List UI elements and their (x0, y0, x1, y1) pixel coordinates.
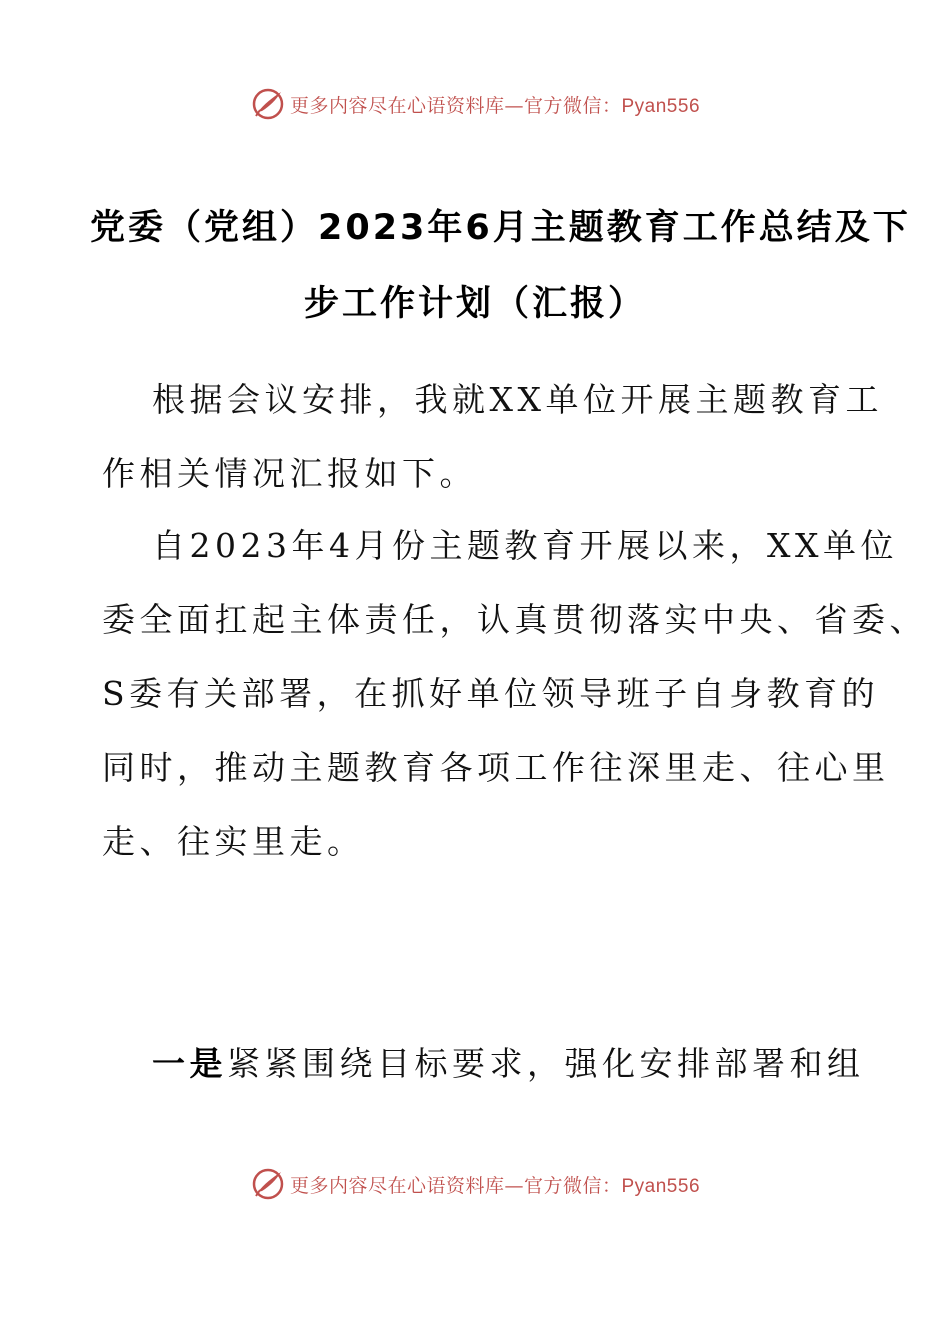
paragraph-line: 作相关情况汇报如下。 (102, 454, 477, 493)
document-title-line-1: 党委（党组）2023年6月主题教育工作总结及下 (90, 208, 911, 248)
header-watermark-banner (0, 82, 950, 126)
red-quill-circle-logo-icon (250, 86, 286, 122)
paragraph-line: 根据会议安排，我就XX单位开展主题教育工 (152, 380, 883, 419)
paragraph-line: S委有关部署，在抓好单位领导班子自身教育的 (102, 674, 880, 713)
red-quill-circle-logo-icon (250, 1166, 286, 1202)
banner-text: 更多内容尽在心语资料库—官方微信：Pyan556 (289, 94, 701, 117)
wechat-id: Pyan556 (621, 1175, 701, 1197)
document-title-line-2: 步工作计划（汇报） (303, 284, 646, 324)
paragraph-line: 同时，推动主题教育各项工作往深里走、往心里 (102, 748, 890, 787)
point-lead: 一是 (152, 1044, 227, 1083)
wechat-id: Pyan556 (621, 95, 701, 117)
paragraph-line: 走、往实里走。 (102, 822, 365, 861)
paragraph-line: 自2023年4月份主题教育开展以来，XX单位 (152, 526, 898, 565)
paragraph-line (152, 1038, 865, 1085)
paragraph-line: 委全面扛起主体责任，认真贯彻落实中央、省委、 (102, 600, 927, 639)
footer-watermark-banner (0, 1162, 950, 1206)
point-text: 紧紧围绕目标要求，强化安排部署和组 (227, 1044, 865, 1083)
banner-text: 更多内容尽在心语资料库—官方微信：Pyan556 (289, 1174, 701, 1197)
